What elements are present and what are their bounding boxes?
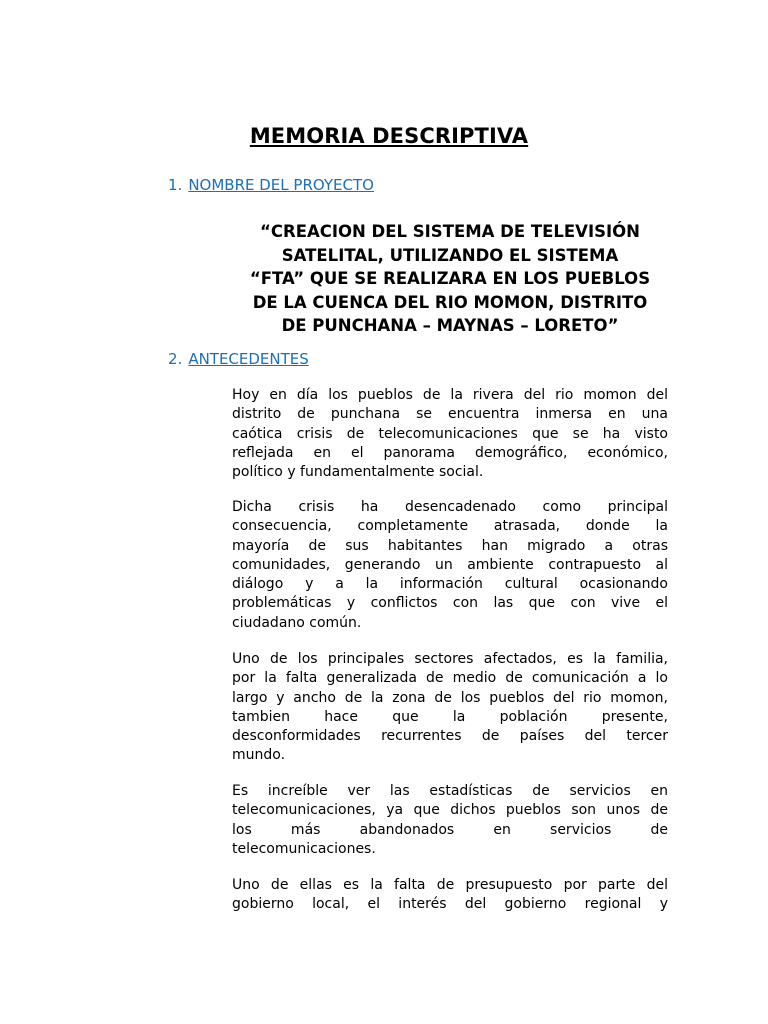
project-name [232,220,668,338]
paragraph [232,650,668,766]
project-name-line: “CREACION DEL SISTEMA DE TELEVISIÓN [260,222,640,241]
section-number: 1. [168,176,183,194]
paragraph-line: gobierno local, el interés del gobierno regional y [232,896,668,913]
paragraph-line: consecuencia, completamente atrasada, donde la [232,518,668,535]
document-title: MEMORIA DESCRIPTIVA [249,124,529,148]
paragraph-line: distrito de punchana se encuentra inmersa en una [232,406,668,423]
project-name-line: DE LA CUENCA DEL RIO MOMON, DISTRITO [252,292,648,312]
project-name-line: DE PUNCHANA – MAYNAS – LORETO” [281,316,619,335]
paragraph [232,782,668,859]
paragraph-line: político y fundamentalmente social. [232,464,484,481]
paragraph [232,386,668,482]
paragraph-line: telecomunicaciones, ya que dichos pueblos son unos de [232,802,668,819]
paragraph-line: Dicha crisis ha desencadenado como principal [232,499,668,515]
paragraph-line: Hoy en día los pueblos de la rivera del rio momon del [232,387,668,403]
paragraph-line: comunidades, generando un ambiente contrapuesto al [232,556,668,573]
project-name-line: SATELITAL, UTILIZANDO EL SISTEMA [281,245,619,265]
paragraph [232,498,668,633]
section-label: ANTECEDENTES [188,350,309,368]
paragraph-line: tambien hace que la población presente, [232,708,668,725]
paragraph-line: Es increíble ver las estadísticas de servicios en [232,783,668,799]
section-heading-nombre-del-proyecto [168,176,374,194]
paragraph-line: mundo. [232,747,286,764]
paragraph-line: por la falta generalizada de medio de comunicación a lo [232,670,668,687]
paragraph-line: reflejada en el panorama demográfico, económico, [232,444,668,461]
paragraph-line: desconformidades recurrentes de países del tercer [232,728,668,745]
section-label: NOMBRE DEL PROYECTO [188,176,374,194]
paragraph-line: largo y ancho de la zona de los pueblos del rio momon, [232,689,668,706]
section-heading-antecedentes [168,350,309,368]
paragraph-line: caótica crisis de telecomunicaciones que se ha visto [232,425,668,442]
paragraph-line: ciudadano común. [232,614,362,631]
paragraph-line: mayoría de sus habitantes han migrado a otras [232,537,668,554]
section-number: 2. [168,350,183,368]
paragraph-line: Uno de los principales sectores afectados, es la familia, [232,651,668,667]
paragraph-line: los más abandonados en servicios de [232,821,668,838]
paragraph [232,876,668,915]
paragraph-line: Uno de ellas es la falta de presupuesto por parte del [232,877,668,893]
paragraph-line: telecomunicaciones. [232,840,376,857]
paragraph-line: problemáticas y conflictos con las que con vive el [232,595,668,612]
project-name-line: “FTA” QUE SE REALIZARA EN LOS PUEBLOS [249,269,651,288]
paragraph-line: diálogo y a la información cultural ocasionando [232,576,668,593]
